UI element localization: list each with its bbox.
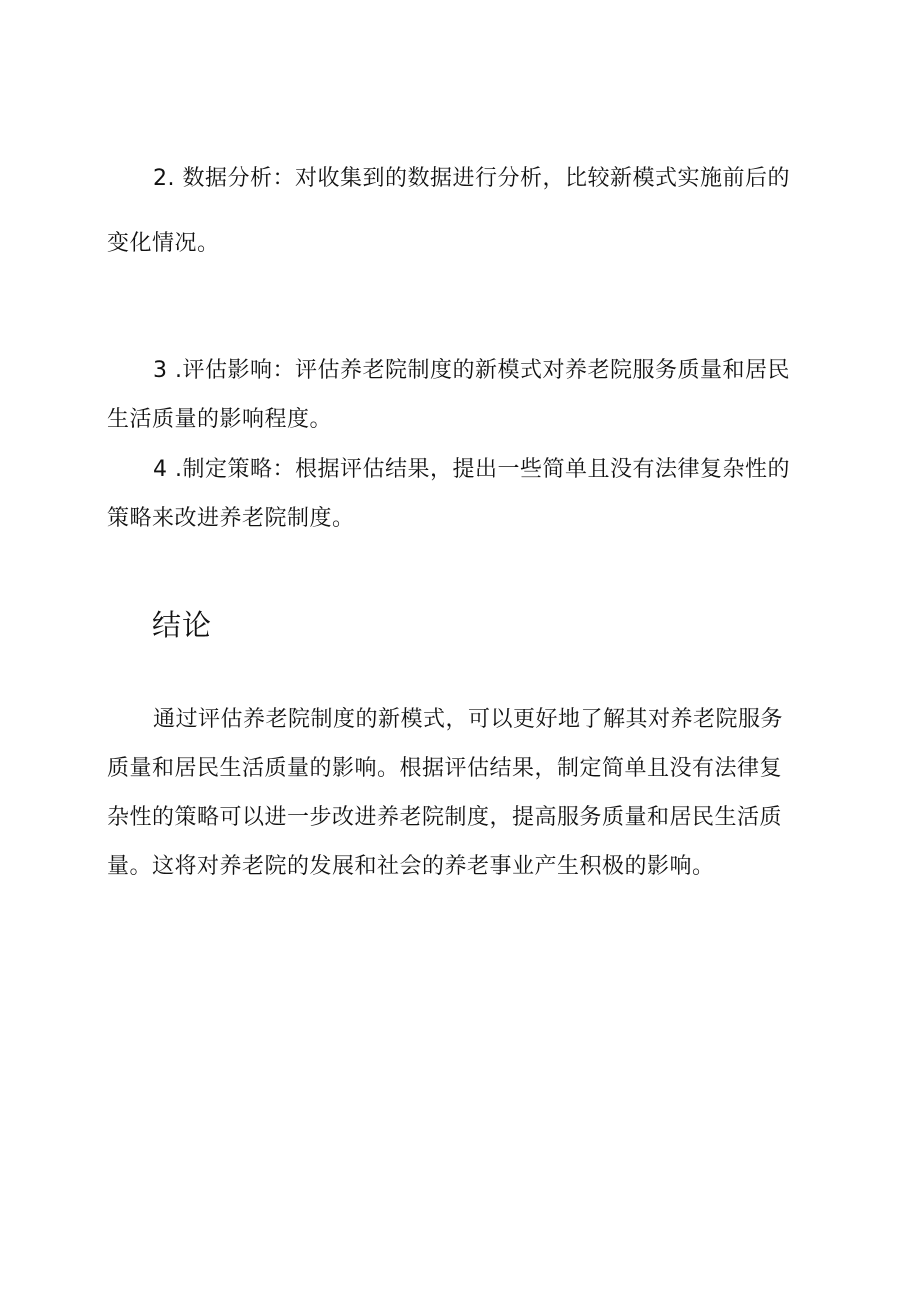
conclusion-line-3: 杂性的策略可以进一步改进养老院制度，提高服务质量和居民生活质 xyxy=(107,805,783,830)
item-2-line-1: 2. 数据分析：对收集到的数据进行分析，比较新模式实施前后的 xyxy=(153,166,790,191)
item-4-line-1: 4 .制定策略：根据评估结果，提出一些简单且没有法律复杂性的 xyxy=(153,457,790,482)
conclusion-heading: 结论 xyxy=(152,608,213,642)
conclusion-line-2: 质量和居民生活质量的影响。根据评估结果，制定简单且没有法律复 xyxy=(107,756,783,781)
item-3-line-1: 3 .评估影响：评估养老院制度的新模式对养老院服务质量和居民 xyxy=(153,358,790,383)
item-4-line-2: 策略来改进养老院制度。 xyxy=(107,506,355,531)
item-2-line-2: 变化情况。 xyxy=(107,231,220,256)
conclusion-line-4: 量。这将对养老院的发展和社会的养老事业产生积极的影响。 xyxy=(107,854,715,879)
item-3-line-2: 生活质量的影响程度。 xyxy=(107,407,333,432)
conclusion-line-1: 通过评估养老院制度的新模式，可以更好地了解其对养老院服务 xyxy=(153,707,784,732)
